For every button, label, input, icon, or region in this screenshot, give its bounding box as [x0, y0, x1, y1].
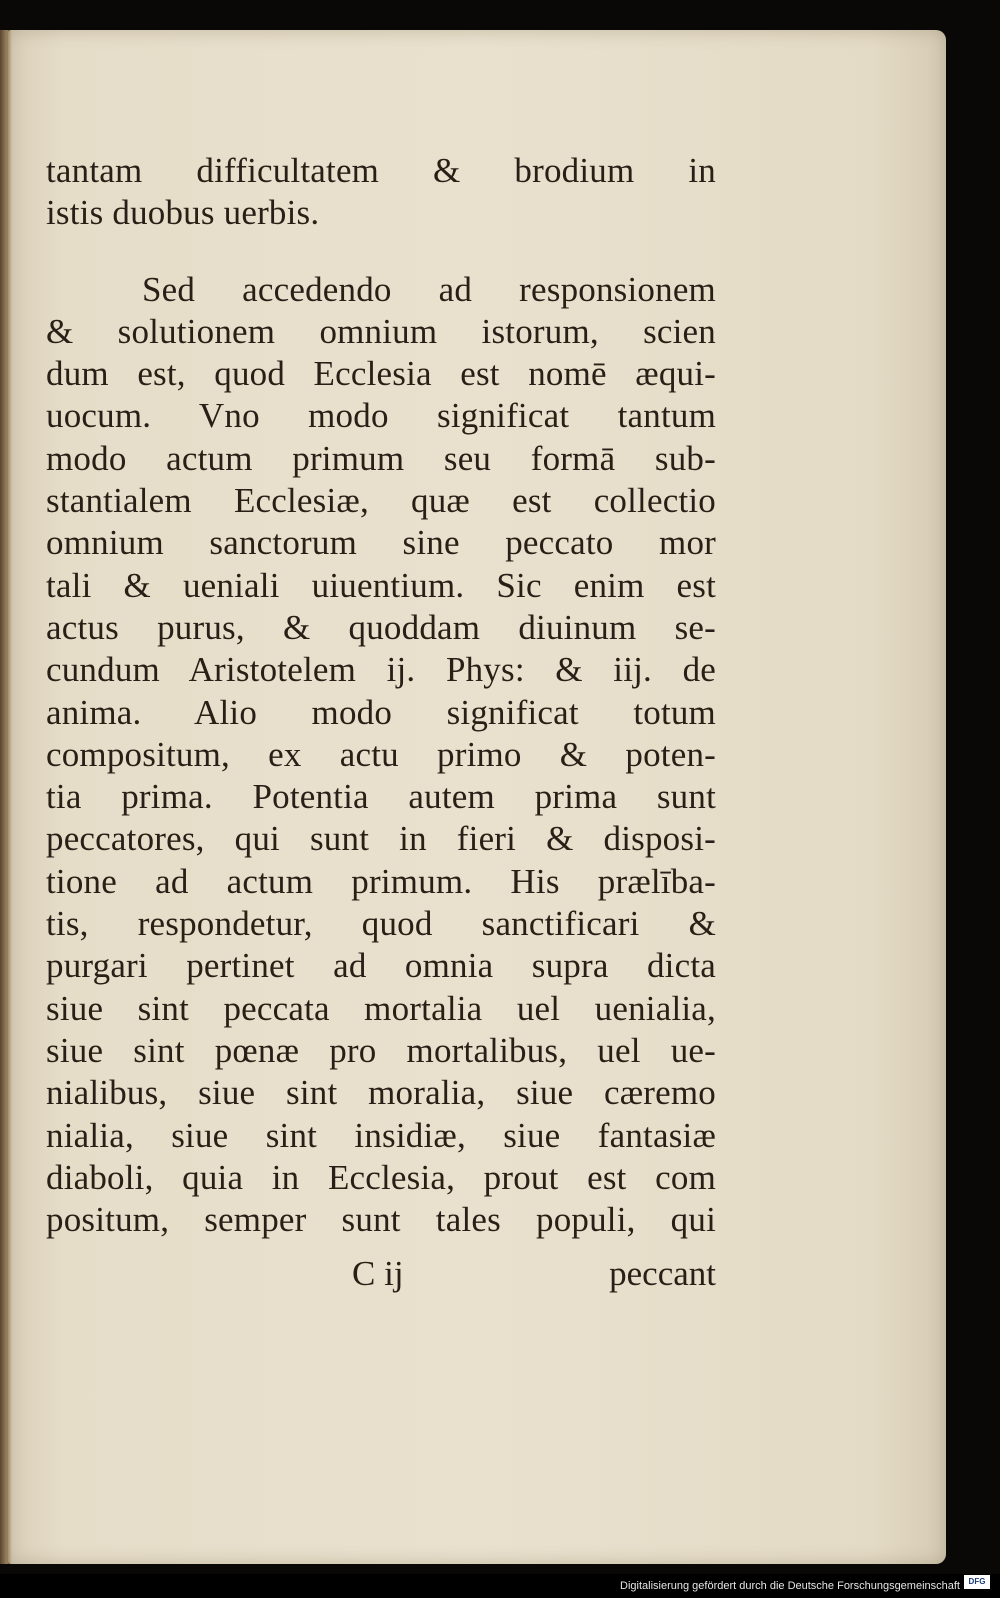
digitization-credit: Digitalisierung gefördert durch die Deutsche Forschungsgemeinschaft — [620, 1580, 960, 1592]
text-line: compositum, ex actu primo & poten- — [46, 734, 716, 774]
text-line: anima. Alio modo significat totum — [46, 692, 716, 732]
page-foot-line — [46, 1252, 716, 1296]
paragraph-1 — [46, 150, 716, 235]
text-line: modo actum primum seu formā sub- — [46, 438, 716, 478]
dfg-logo-icon: DFG — [964, 1575, 990, 1589]
text-line: positum, semper sunt tales populi, qui — [46, 1200, 716, 1240]
text-line: purgari pertinet ad omnia supra dicta — [46, 946, 716, 986]
text-line: tione ad actum primum. His prælība- — [46, 861, 716, 901]
text-line: peccatores, qui sunt in fieri & disposi- — [46, 819, 716, 859]
text-line: actus purus, & quoddam diuinum se- — [46, 607, 716, 647]
page-text-block — [46, 150, 716, 1241]
text-line: dum est, quod Ecclesia est nomē æqui- — [46, 354, 716, 394]
text-line: uocum. Vno modo significat tantum — [46, 396, 716, 436]
paragraph-gap — [46, 235, 716, 269]
text-line: tis, respondetur, quod sanctificari & — [46, 904, 716, 944]
page-gutter-shadow — [0, 30, 12, 1564]
text-line: & solutionem omnium istorum, scien — [46, 311, 716, 351]
text-line: tia prima. Potentia autem prima sunt — [46, 777, 716, 817]
catchword: peccant — [609, 1254, 716, 1293]
text-line: stantialem Ecclesiæ, quæ est collectio — [46, 481, 716, 521]
digitization-footer — [0, 1574, 1000, 1598]
text-line: cundum Aristotelem ij. Phys: & iij. de — [46, 650, 716, 690]
text-line: siue sint pœnæ pro mortalibus, uel ue- — [46, 1030, 716, 1070]
text-line: nialia, siue sint insidiæ, siue fantasiæ — [46, 1115, 716, 1155]
text-line: tantam difficultatem & brodium in — [46, 151, 716, 190]
text-line: istis duobus uerbis. — [46, 193, 320, 233]
signature-mark: C ij — [352, 1254, 404, 1293]
text-line: siue sint peccata mortalia uel uenialia, — [46, 988, 716, 1028]
text-line: diaboli, quia in Ecclesia, prout est com — [46, 1157, 716, 1197]
text-line: omnium sanctorum sine peccato mor — [46, 523, 716, 563]
text-line: Sed accedendo ad responsionem — [142, 269, 716, 309]
text-line: nialibus, siue sint moralia, siue cæremo — [46, 1073, 716, 1113]
paragraph-2 — [46, 269, 716, 1242]
text-line: tali & ueniali uiuentium. Sic enim est — [46, 565, 716, 605]
